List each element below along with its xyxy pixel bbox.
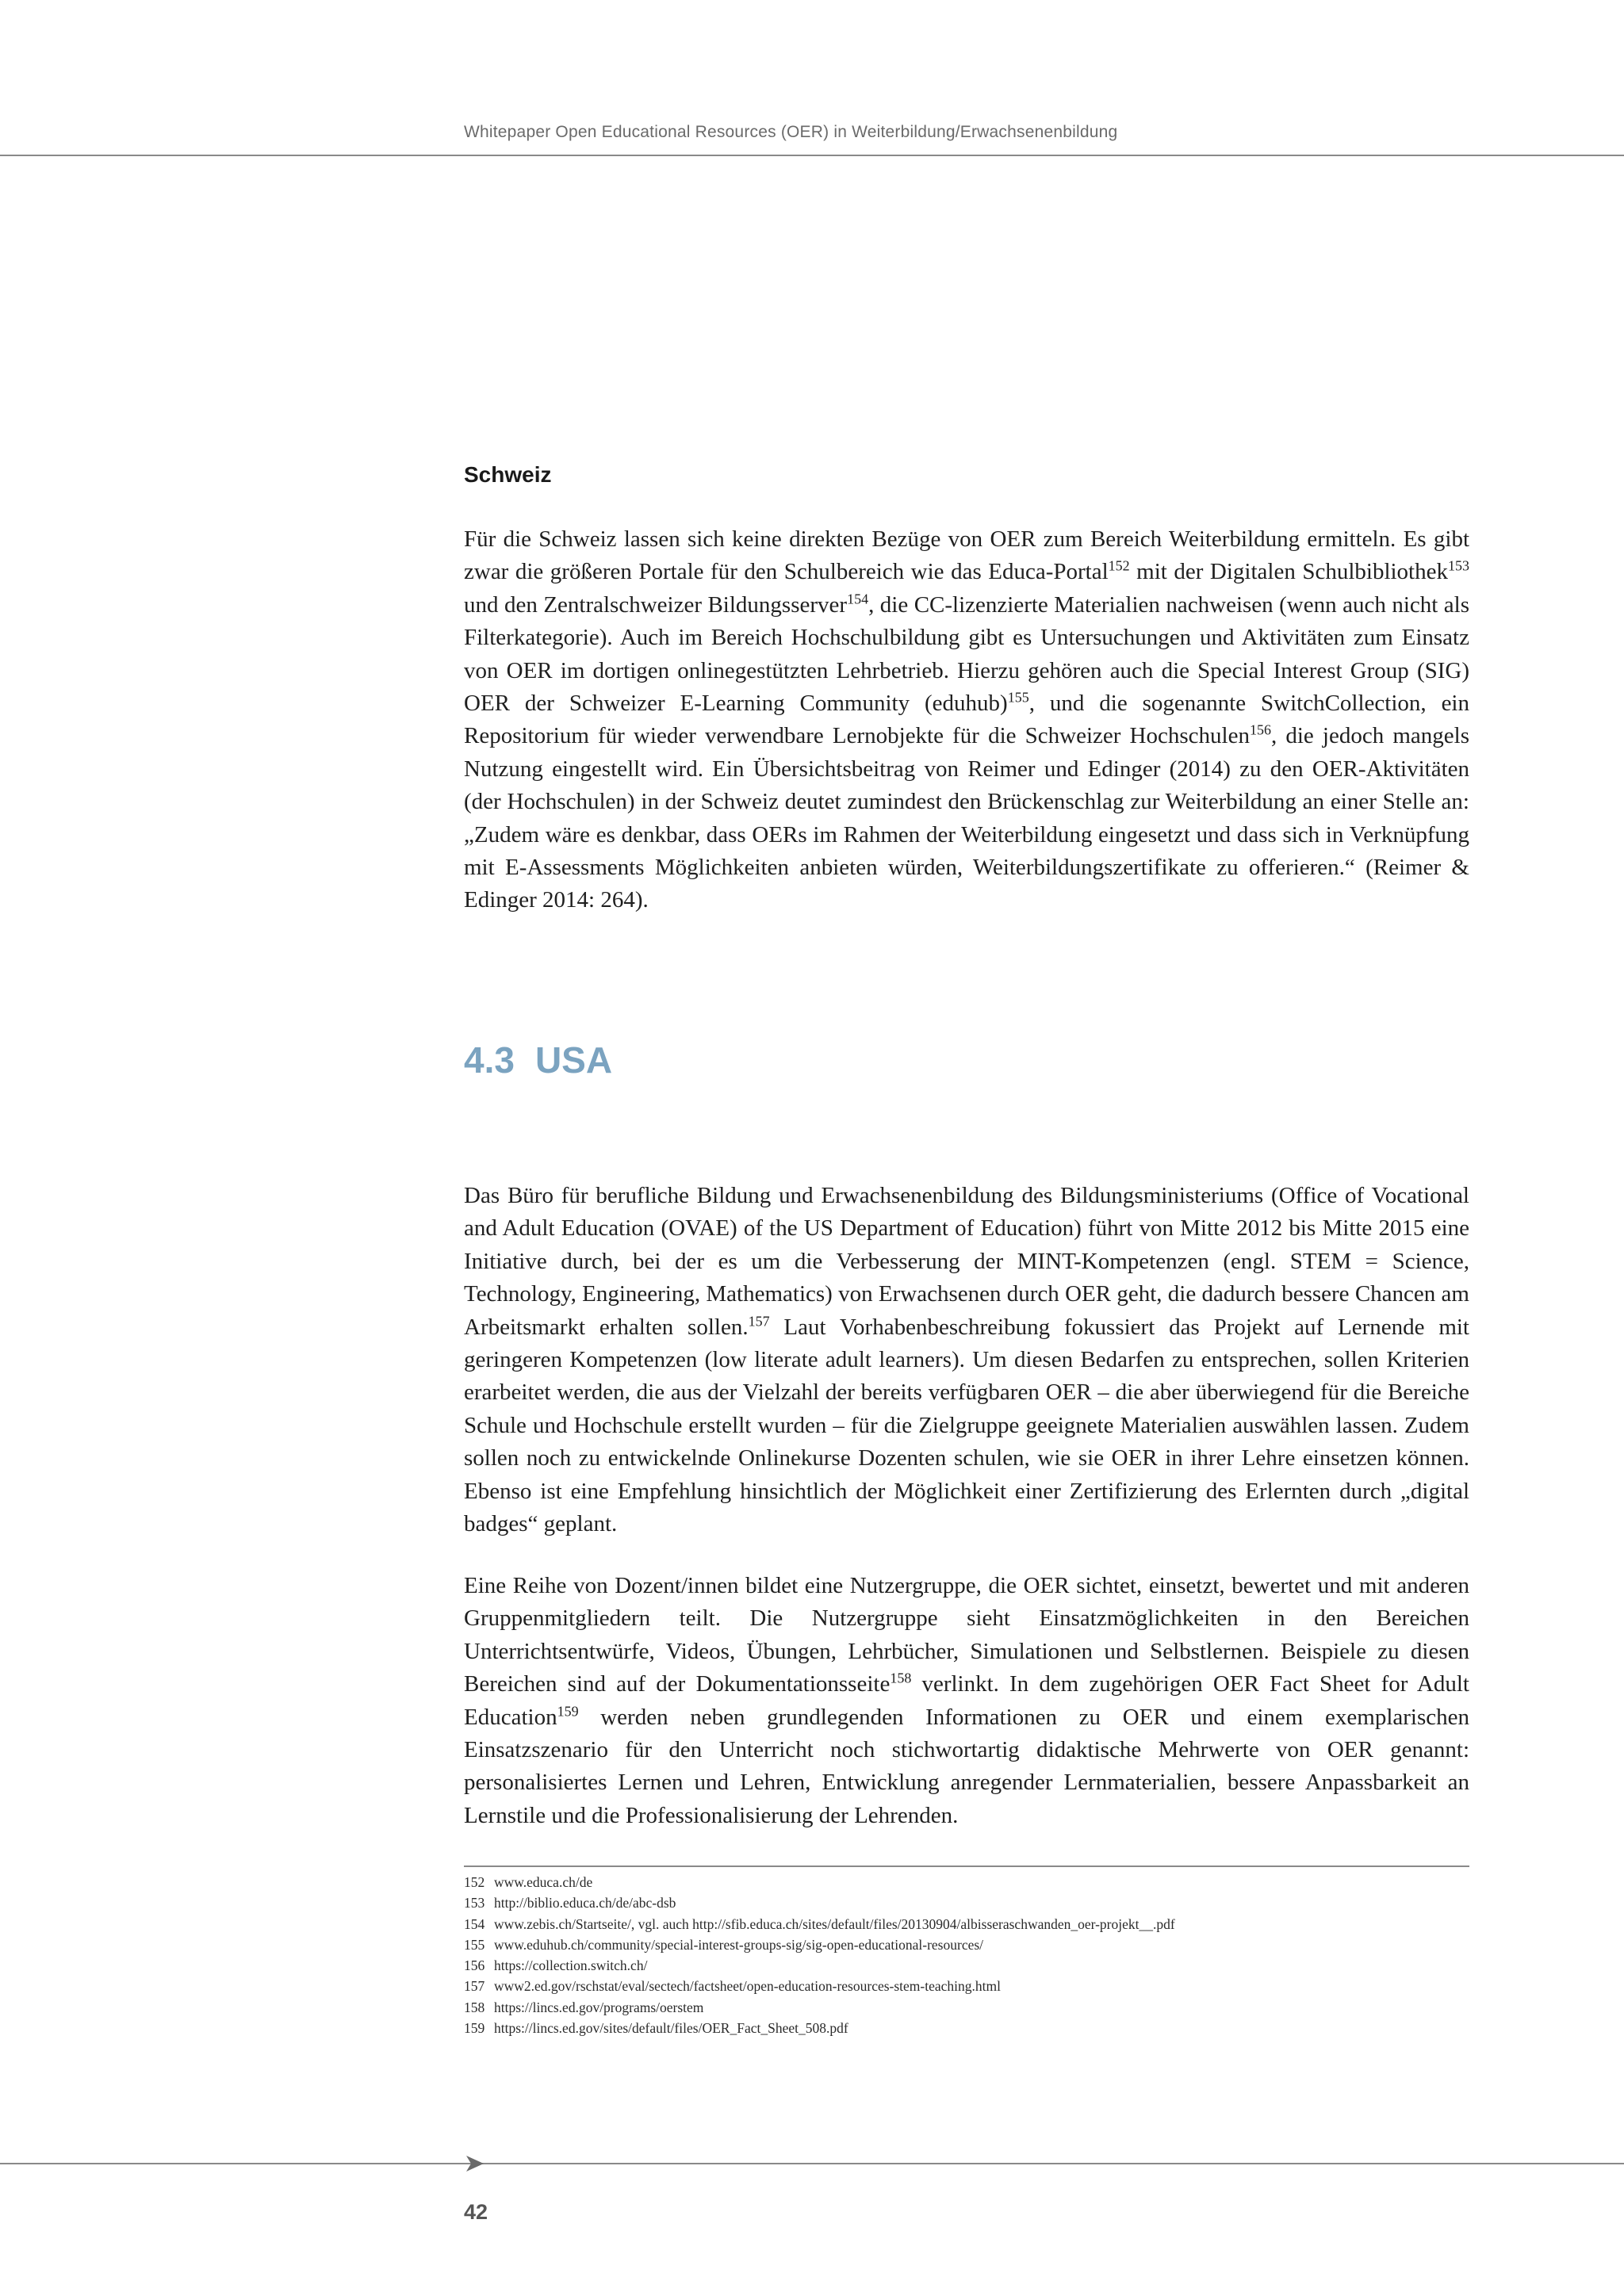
running-header: Whitepaper Open Educational Resources (OER) in Weiterbildung/Erwachsenenbildung	[464, 123, 1118, 141]
section-number: 4.3	[464, 1039, 515, 1081]
footnote-number: 154	[464, 1915, 485, 1932]
footnote-number: 157	[464, 1978, 485, 1995]
paragraph-schweiz: Für die Schweiz lassen sich keine direkten Bezüge von OER zum Bereich Weiterbildung ermitteln. Es gibt zwar die größeren Portale für den Schulbereich wie das Educa-Portal$^{152}$ mit der Digitalen Schulbibliothek$^{153}$ und den Zentralschweizer Bildungsserver$^{154}$, die CC-lizenzierte Materialien nachweisen (wenn auch nicht als Filterkategorie). Auch im Bereich Hochschulbildung gibt es Untersuchungen und Aktivitäten zum Einsatz von OER im dortigen onlinegestützten Lehrbetrieb. Hierzu gehören auch die Special Interest Group (SIG) OER der Schweizer E-Learning Community (eduhub)$^{155}$, und die sogenannte SwitchCollection, ein Repositorium für wieder verwendbare Lernobjekte für die Schweizer Hochschulen$^{156}$, die jedoch mangels Nutzung eingestellt wird. Ein Übersichtsbeitrag von Reimer und Edinger (2014) zu den OER-Aktivitäten (der Hochschulen) in der Schweiz deutet zumindest den Brückenschlag zur Weiterbildung an einer Stelle an: „Zudem wäre es denkbar, dass OERs im Rahmen der Weiterbildung eingesetzt und dass sich in Verknüpfung mit E-Assessments Möglichkeiten anbieten würden, Weiterbildungszertifikate zu offerieren.“ (Reimer & Edinger 2014: 264).	[464, 526, 1469, 913]
footnote-item	[464, 1955, 1469, 1976]
section-heading	[464, 1039, 612, 1081]
paragraph-usa-2: Eine Reihe von Dozent/innen bildet eine Nutzergruppe, die OER sichtet, einsetzt, bewertet und mit anderen Gruppenmitgliedern teilt. Die Nutzergruppe sieht Einsatzmöglichkeiten in den Bereichen Unterrichtsentwürfe, Videos, Übungen, Lehrbücher, Simulationen und Selbstlernen. Beispiele zu diesen Bereichen sind auf der Dokumentationsseite$^{158}$ verlinkt. In dem zugehörigen OER Fact Sheet for Adult Education$^{159}$ werden neben grundlegenden Informationen zu OER und einem exemplarischen Einsatzszenario für den Unterricht noch stichwortartig didaktische Mehrwerte von OER genannt: personalisiertes Lernen und Lehren, Entwicklung anregender Lernmaterialien, bessere Anpassbarkeit an Lernstile und die Professionalisierung der Lehrenden.	[464, 1573, 1469, 1828]
footer-rule	[0, 2163, 1624, 2164]
footnote-item	[464, 1914, 1469, 1934]
footnote-number: 153	[464, 1895, 485, 1911]
footnote-ref: 152	[1108, 557, 1130, 574]
footnote-text: https://lincs.ed.gov/sites/default/files/OER_Fact_Sheet_508.pdf	[494, 2020, 848, 2037]
arrow-right-icon	[466, 2156, 484, 2172]
footnote-item	[464, 1976, 1469, 1996]
footnote-number: 155	[464, 1936, 485, 1953]
footnote-number: 152	[464, 1874, 485, 1890]
footnote-ref: 153	[1448, 557, 1469, 574]
footnote-text: www.eduhub.ch/community/special-interest-groups-sig/sig-open-educational-resources/	[494, 1936, 984, 1953]
footnote-item	[464, 2018, 1469, 2038]
footnote-rule	[464, 1866, 1469, 1867]
footnote-text: https://lincs.ed.gov/programs/oerstem	[494, 1999, 704, 2015]
footnote-text: www.zebis.ch/Startseite/, vgl. auch http://sfib.educa.ch/sites/default/files/20130904/albisseraschwanden_oer-projekt__.pdf	[494, 1915, 1175, 1932]
footnote-text: https://collection.switch.ch/	[494, 1957, 648, 1974]
footnote-number: 158	[464, 1999, 485, 2015]
page-number: 42	[464, 2200, 488, 2224]
footnote-ref: 157	[748, 1312, 770, 1329]
header-rule	[0, 155, 1624, 156]
footnote-number: 156	[464, 1957, 485, 1974]
section-title: USA	[534, 1039, 613, 1081]
footnote-ref: 155	[1007, 689, 1029, 706]
footnote-ref: 156	[1249, 721, 1271, 738]
footnote-item	[464, 1892, 1469, 1913]
footnote-item	[464, 1934, 1469, 1955]
footnote-ref: 158	[890, 1670, 912, 1686]
footnote-ref: 154	[847, 591, 869, 607]
footnote-text: www.educa.ch/de	[494, 1874, 593, 1890]
footnote-item	[464, 1872, 1469, 1892]
footnote-ref: 159	[557, 1702, 579, 1719]
footnote-item	[464, 1997, 1469, 2018]
footnote-list	[464, 1872, 1469, 2038]
paragraph-usa-1: Das Büro für berufliche Bildung und Erwachsenenbildung des Bildungsministeriums (Office of Vocational and Adult Education (OVAE) of the US Department of Education) führt von Mitte 2012 bis Mitte 2015 eine Initiative durch, bei der es um die Verbesserung der MINT-Kompetenzen (engl. STEM = Science, Technology, Engineering, Mathematics) von Erwachsenen durch OER geht, die dadurch bessere Chancen am Arbeitsmarkt erhalten sollen.$^{157}$ Laut Vorhabenbeschreibung fokussiert das Projekt auf Lernende mit geringeren Kompetenzen (low literate adult learners). Um diesen Bedarfen zu entsprechen, sollen Kriterien erarbeitet werden, die aus der Vielzahl der bereits verfügbaren OER – die aber überwiegend für die Bereiche Schule und Hochschule erstellt wurden – für die Zielgruppe geeignete Materialien auswählen lassen. Zudem sollen noch zu entwickelnde Onlinekurse Dozenten schulen, wie sie OER in ihrer Lehre einsetzen können. Ebenso ist eine Empfehlung hinsichtlich der Möglichkeit einer Zertifizierung des Erlernten durch „digital badges“ geplant.	[464, 1183, 1469, 1537]
subheading-schweiz: Schweiz	[464, 462, 552, 487]
footnote-number: 159	[464, 2020, 485, 2037]
footnote-text: http://biblio.educa.ch/de/abc-dsb	[494, 1895, 676, 1911]
footnote-text: www2.ed.gov/rschstat/eval/sectech/factsheet/open-education-resources-stem-teaching.html	[494, 1978, 1001, 1995]
